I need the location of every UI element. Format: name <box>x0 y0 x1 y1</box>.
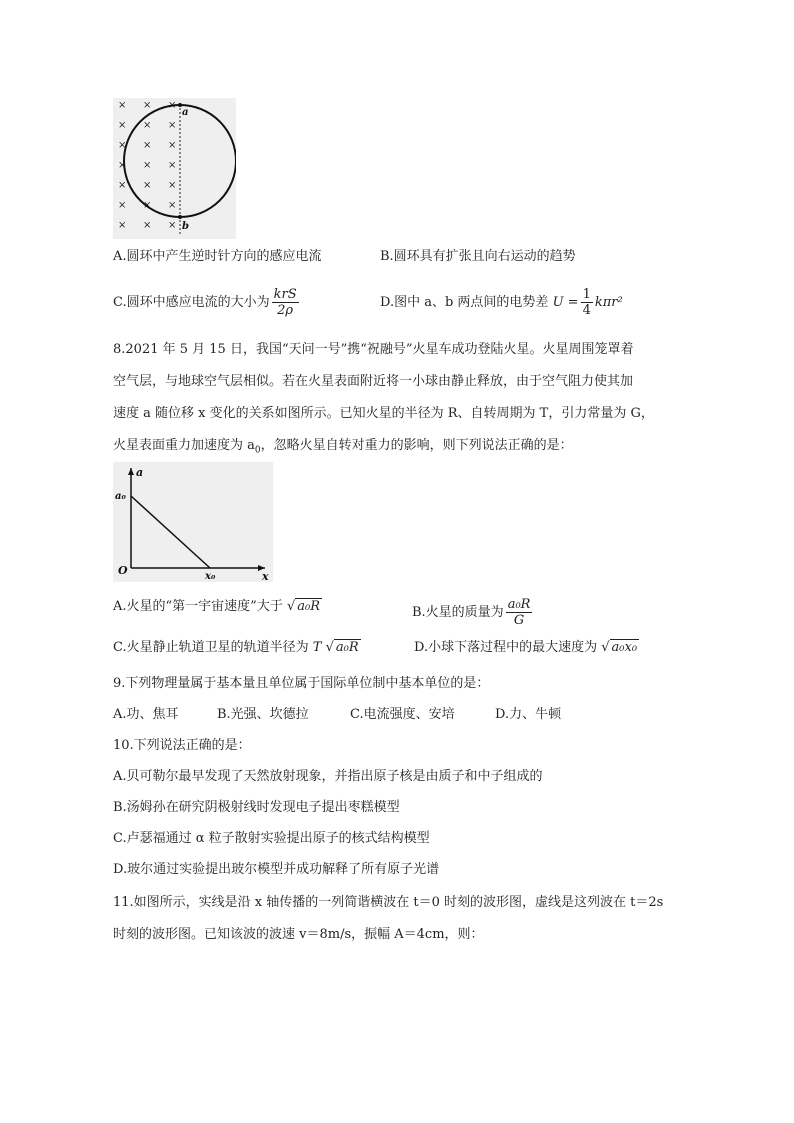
q8-stem-line-1: 8.2021 年 5 月 15 日，我国“天问一号”携“祝融号”火星车成功登陆火星。火星周围笼罩着 <box>113 342 634 357</box>
field-cross-mark: × <box>143 180 152 191</box>
q7-c-fraction <box>272 287 299 318</box>
q8-line4-post: ，忽略火星自转对重力的影响，则下列说法正确的是： <box>260 438 573 453</box>
q7-d-fraction <box>581 287 593 318</box>
field-cross-mark: × <box>168 200 177 211</box>
q8-d-sqrt: √ a₀x₀ <box>601 640 638 655</box>
q8-option-c <box>113 638 361 658</box>
q9-option-b: B.光强、坎德拉 <box>217 707 309 722</box>
q7-d-denominator: 4 <box>582 303 591 318</box>
a-x-line <box>131 496 210 568</box>
q7-option-c-text: C.圆环中感应电流的大小为 <box>113 295 270 310</box>
q8-c-radicand: a₀R <box>335 640 359 655</box>
label-b: b <box>182 221 189 232</box>
q8-option-a <box>113 597 322 617</box>
q8-option-c-text: C.火星静止轨道卫星的轨道半径为 <box>113 640 309 655</box>
q10-option-d: D.玻尔通过实验提出玻尔模型并成功解释了所有原子光谱 <box>113 862 440 877</box>
x-axis-label: x <box>262 570 269 582</box>
q8-option-a-text: A.火星的“第一宇宙速度”大于 <box>113 599 283 614</box>
q10-option-a: A.贝可勒尔最早发现了天然放射现象，并指出原子核是由质子和中子组成的 <box>113 769 543 784</box>
field-cross-mark: × <box>168 140 177 151</box>
q7-d-numerator: 1 <box>582 287 591 302</box>
q7-option-d-text: D.图中 a、b 两点间的电势差 <box>380 295 549 310</box>
a0-tick-label: a₀ <box>115 491 126 502</box>
q9-stem: 9.下列物理量属于基本量且单位属于国际单位制中基本单位的是： <box>113 676 490 691</box>
q8-line4-pre: 火星表面重力加速度为 a <box>113 438 255 453</box>
q8-option-b-text: B.火星的质量为 <box>412 605 504 620</box>
q8-stem-line-4 <box>113 436 573 461</box>
field-cross-mark: × <box>118 200 127 211</box>
field-cross-mark: × <box>168 100 177 111</box>
magnetic-field-figure <box>113 98 236 239</box>
field-cross-mark: × <box>143 200 152 211</box>
q7-option-c <box>113 287 301 318</box>
q11-stem-line-1: 11.如图所示，实线是沿 x 轴传播的一列简谐横波在 t＝0 时刻的波形图，虚线是这列波在 t＝2s <box>113 895 664 910</box>
q8-option-b <box>412 597 534 628</box>
field-cross-mark: × <box>143 140 152 151</box>
point-b <box>178 215 182 219</box>
field-cross-mark: × <box>118 120 127 131</box>
q7-option-a: A.圆环中产生逆时针方向的感应电流 <box>113 249 322 264</box>
field-cross-mark: × <box>143 160 152 171</box>
q10-option-c: C.卢瑟福通过 α 粒子散射实验提出原子的核式结构模型 <box>113 831 430 846</box>
origin-label: O <box>118 564 128 577</box>
y-axis-label: a <box>136 466 144 479</box>
q8-a-sqrt: √ a₀R <box>286 599 321 614</box>
field-cross-mark: × <box>118 180 127 191</box>
field-cross-mark: × <box>118 140 127 151</box>
q8-option-d-text: D.小球下落过程中的最大速度为 <box>414 640 598 655</box>
q8-b-denominator: G <box>513 613 525 628</box>
q8-option-d <box>414 638 639 658</box>
q7-c-denominator: 2ρ <box>277 303 294 318</box>
q9-option-c: C.电流强度、安培 <box>350 707 455 722</box>
field-cross-mark: × <box>168 160 177 171</box>
q7-c-numerator: krS <box>273 287 297 302</box>
field-cross-mark: × <box>143 100 152 111</box>
q7-option-b: B.圆环具有扩张且向右运动的趋势 <box>380 249 576 264</box>
field-cross-mark: × <box>118 220 127 231</box>
acceleration-displacement-figure <box>113 462 273 582</box>
q7-d-lhs: U = <box>552 295 579 310</box>
q8-b-fraction <box>506 597 533 628</box>
x0-tick-label: x₀ <box>205 571 216 582</box>
magnetic-field-diagram <box>113 98 236 239</box>
field-cross-mark: × <box>168 220 177 231</box>
q8-stem-line-3: 速度 a 随位移 x 变化的关系如图所示。已知火星的半径为 R、自转周期为 T，引力常量为 G， <box>113 406 654 421</box>
field-cross-mark: × <box>118 160 127 171</box>
q9-option-a: A.功、焦耳 <box>113 707 179 722</box>
q10-option-b: B.汤姆孙在研究阴极射线时发现电子提出枣糕模型 <box>113 800 400 815</box>
field-cross-mark: × <box>168 120 177 131</box>
q9-option-d: D.力、牛顿 <box>495 707 562 722</box>
q8-d-radicand: a₀x₀ <box>611 640 638 655</box>
q10-stem: 10.下列说法正确的是： <box>113 738 251 753</box>
label-a: a <box>182 107 189 118</box>
q8-line4-sub: 0 <box>254 445 261 456</box>
q8-b-numerator: a₀R <box>507 597 531 612</box>
q8-c-period: T <box>312 640 322 655</box>
q8-c-sqrt: √ a₀R <box>325 640 359 655</box>
a-x-graph <box>113 462 273 582</box>
q8-stem-line-2: 空气层，与地球空气层相似。若在火星表面附近将一小球由静止释放，由于空气阻力使其加 <box>113 374 634 389</box>
field-cross-mark: × <box>168 180 177 191</box>
q7-option-d <box>380 287 623 318</box>
q8-a-radicand: a₀R <box>297 599 321 614</box>
q11-stem-line-2: 时刻的波形图。已知该波的波速 v＝8m/s，振幅 A＝4cm，则： <box>113 927 484 942</box>
field-cross-mark: × <box>118 100 127 111</box>
field-cross-mark: × <box>143 220 152 231</box>
y-axis-arrow <box>128 468 134 475</box>
q7-d-tail: kπr² <box>594 295 623 310</box>
field-cross-mark: × <box>143 120 152 131</box>
